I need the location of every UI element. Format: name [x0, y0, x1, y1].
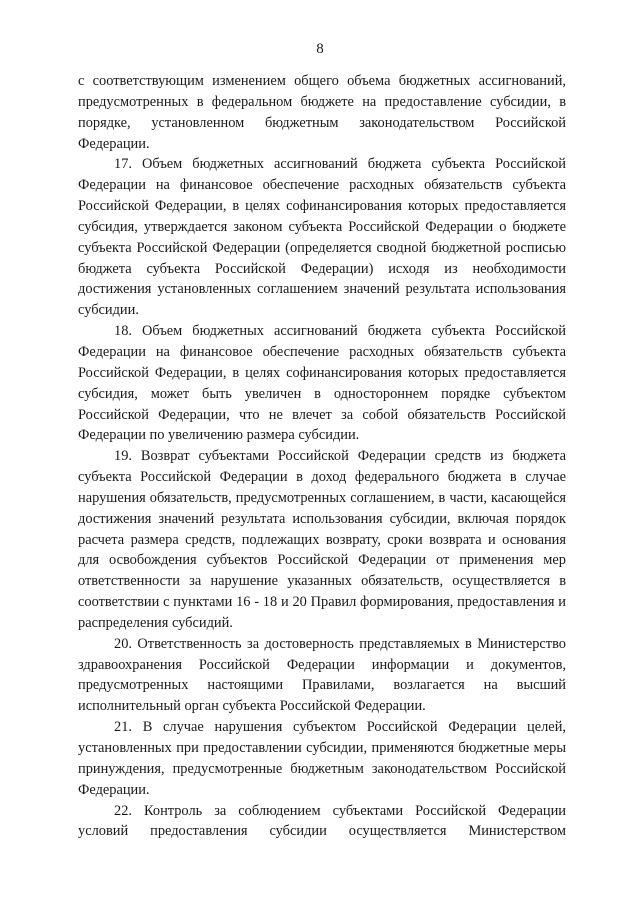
paragraph-22: 22. Контроль за соблюдением субъектами Российской Федерации условий предоставления субсидии осуществляется Министерством [78, 802, 566, 840]
paragraph-18: 18. Объем бюджетных ассигнований бюджета субъекта Российской Федерации на финансовое обеспечение расходных обязательств субъекта Российской Федерации, в целях софинансирования которых предоставляется субсидия, может быть увеличен в одностороннем порядке субъектом Российской Федерации, что не влечет за собой обязательств Российской Федерации по увеличению размера субсидии. [78, 323, 566, 444]
page-number: 8 [316, 41, 324, 57]
document-body [78, 71, 566, 842]
paragraph-19: 19. Возврат субъектами Российской Федерации средств из бюджета субъекта Российской Федерации в доход федерального бюджета в случае нарушения обязательств, предусмотренных соглашением, в части, касающейся достижения значений результата использования субсидии, включая порядок расчета размера средств, подлежащих возврату, сроки возврата и основания для освобождения субъектов Российской Федерации от применения мер ответственности за нарушение указанных обязательств, осуществляется в соответствии с пунктами 16 - 18 и 20 Правил формирования, предоставления и распределения субсидий. [78, 448, 566, 631]
paragraph-17: 17. Объем бюджетных ассигнований бюджета субъекта Российской Федерации на финансовое обеспечение расходных обязательств субъекта Российской Федерации, в целях софинансирования которых предоставляется субсидия, утверждается законом субъекта Российской Федерации о бюджете субъекта Российской Федерации (определяется сводной бюджетной росписью бюджета субъекта Российской Федерации) исходя из необходимости достижения установленных соглашением значений результата использования субсидии. [78, 156, 566, 319]
paragraph-21: 21. В случае нарушения субъектом Российской Федерации целей, установленных при предоставлении субсидии, применяются бюджетные меры принуждения, предусмотренные бюджетным законодательством Российской Федерации. [78, 719, 566, 798]
paragraph-continuation: с соответствующим изменением общего объема бюджетных ассигнований, предусмотренных в федеральном бюджете на предоставление субсидии, в порядке, установленном бюджетным законодательством Российской Федерации. [78, 73, 566, 152]
paragraph-20: 20. Ответственность за достоверность представляемых в Министерство здравоохранения Российской Федерации информации и документов, предусмотренных настоящими Правилами, возлагается на высший исполнительный орган субъекта Российской Федерации. [78, 635, 566, 715]
